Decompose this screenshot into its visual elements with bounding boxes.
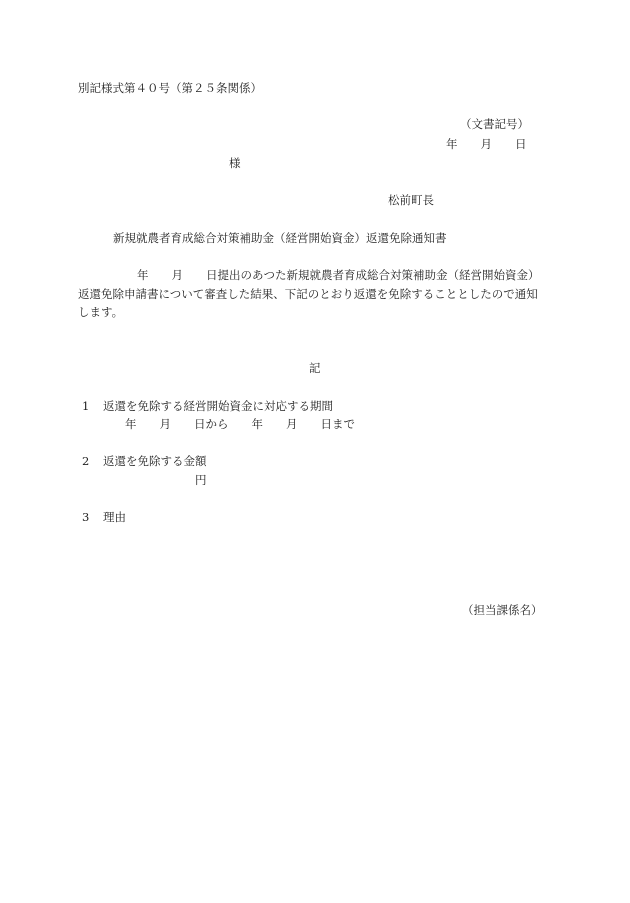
item-1-number: 1 (82, 399, 90, 413)
contact-section: （担当課係名） (462, 603, 543, 617)
form-number: 別記様式第４０号（第２５条関係） (78, 81, 262, 95)
item-1-detail: 年 月 日から 年 月 日まで (125, 417, 355, 431)
body-line-3: します。 (78, 305, 124, 319)
item-3-label: 理由 (103, 510, 126, 524)
date-line: 年 月 日 (446, 137, 527, 151)
document-title: 新規就農者育成総合対策補助金（経営開始資金）返還免除通知書 (113, 231, 447, 245)
item-3-number: 3 (82, 510, 90, 524)
document-number: （文書記号） (460, 117, 529, 131)
item-2-number: 2 (82, 454, 90, 468)
ki-heading: 記 (309, 361, 321, 375)
item-2-label: 返還を免除する金額 (103, 454, 207, 468)
item-2-detail: 円 (195, 473, 207, 487)
body-line-2: 返還免除申請書について審査した結果、下記のとおり返還を免除することとしたので通知 (78, 287, 538, 301)
recipient-honorific: 様 (229, 156, 241, 170)
body-line-1: 年 月 日提出のあつた新規就農者育成総合対策補助金（経営開始資金） (137, 268, 540, 282)
issuer-name: 松前町長 (388, 193, 434, 207)
item-1-label: 返還を免除する経営開始資金に対応する期間 (103, 399, 333, 413)
